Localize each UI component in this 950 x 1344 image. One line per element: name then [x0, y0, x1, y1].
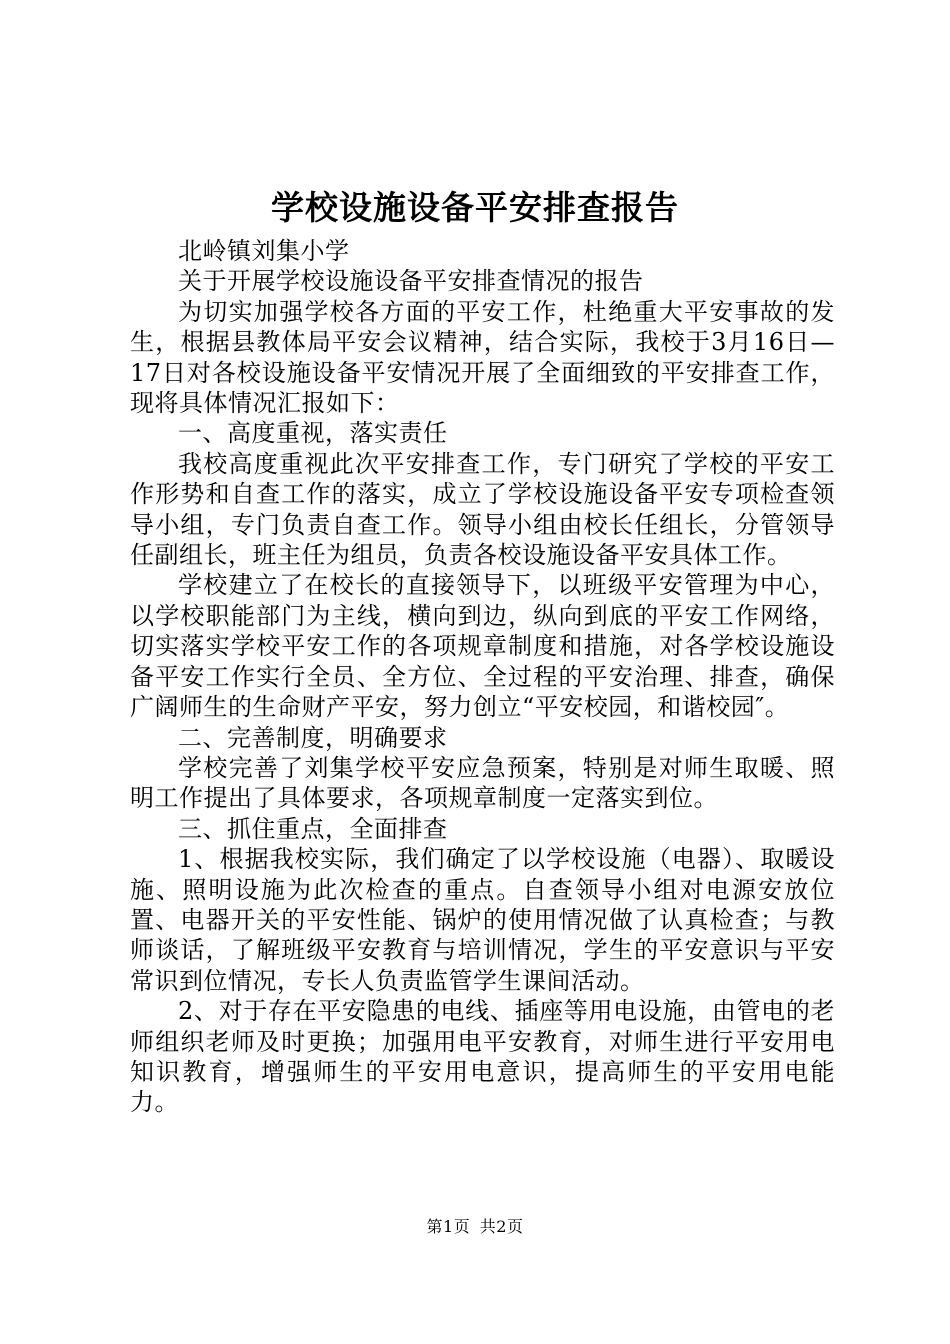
section-heading-3: 三、抓住重点，全面排查 — [178, 814, 448, 843]
page-number: 第1页 — [426, 1217, 471, 1236]
document-body — [130, 236, 835, 1118]
page-total: 共2页 — [479, 1217, 524, 1236]
report-subtitle: 关于开展学校设施设备平安排查情况的报告 — [178, 267, 644, 296]
section-heading-1: 一、高度重视，落实责任 — [178, 419, 448, 448]
page-footer — [0, 1215, 950, 1239]
paragraph-section-2: 学校完善了刘集学校平安应急预案，特别是对师生取暖、照明工作提出了具体要求，各项规章制度一定落实到位。 — [130, 753, 835, 813]
paragraph-section-3-item-1: 1、根据我校实际，我们确定了以学校设施（电器）、取暖设施、照明设施为此次检查的重点。自查领导小组对电源安放位置、电器开关的平安性能、锅炉的使用情况做了认真检查；与教师谈话，了解班级平安教育与培训情况，学生的平安意识与平安常识到位情况，专长人负责监管学生课间活动。 — [130, 845, 835, 995]
school-name: 北岭镇刘集小学 — [178, 237, 350, 265]
paragraph-section-1-b: 学校建立了在校长的直接领导下，以班级平安管理为中心，以学校职能部门为主线，横向到边，纵向到底的平安工作网络，切实落实学校平安工作的各项规章制度和措施，对各学校设施设备平安工作实行全员、全方位、全过程的平安治理、排查，确保广阔师生的生命财产平安，努力创立“平安校园，和谐校园″。 — [130, 571, 835, 722]
paragraph-section-3-item-2: 2、对于存在平安隐患的电线、插座等用电设施，由管电的老师组织老师及时更换；加强用电平安教育，对师生进行平安用电知识教育，增强师生的平安用电意识，提高师生的平安用电能力。 — [130, 997, 835, 1117]
paragraph-intro: 为切实加强学校各方面的平安工作，杜绝重大平安事故的发生，根据县教体局平安会议精神，结合实际，我校于3月16日—17日对各校设施设备平安情况开展了全面细致的平安排查工作，现将具体情况汇报如下： — [130, 297, 835, 418]
paragraph-section-1-a: 我校高度重视此次平安排查工作，专门研究了学校的平安工作形势和自查工作的落实，成立了学校设施设备平安专项检查领导小组，专门负责自查工作。领导小组由校长任组长，分管领导任副组长，班主任为组员，负责各校设施设备平安具体工作。 — [130, 449, 835, 570]
document-title: 学校设施设备平安排查报告 — [271, 188, 679, 227]
section-heading-2: 二、完善制度，明确要求 — [178, 723, 448, 752]
